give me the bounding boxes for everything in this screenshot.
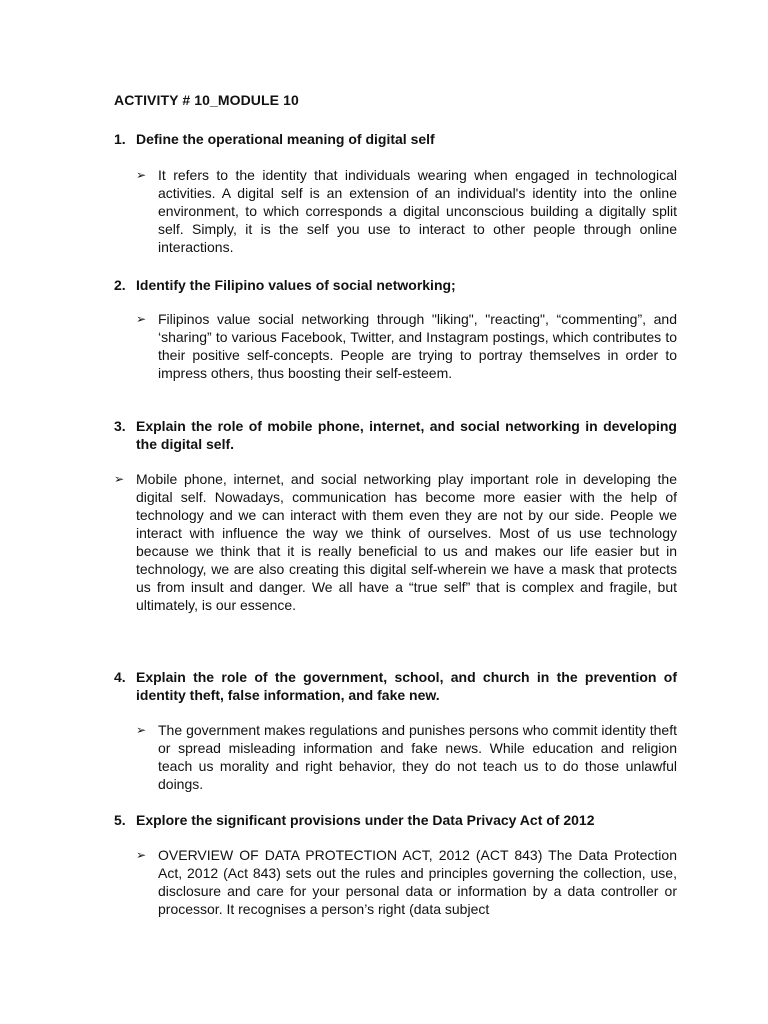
question-1 bbox=[114, 130, 677, 148]
arrow-bullet-icon: ➢ bbox=[136, 723, 147, 737]
answer-1 bbox=[136, 166, 677, 256]
answer-2 bbox=[136, 310, 677, 382]
arrow-bullet-icon: ➢ bbox=[136, 312, 147, 326]
question-3 bbox=[114, 417, 677, 453]
question-number: 1. bbox=[114, 131, 126, 147]
question-text: Define the operational meaning of digital self bbox=[136, 131, 435, 147]
arrow-bullet-icon: ➢ bbox=[136, 168, 147, 182]
question-text: Identify the Filipino values of social networking; bbox=[136, 277, 456, 293]
question-number: 5. bbox=[114, 812, 126, 828]
answer-5 bbox=[136, 846, 677, 918]
answer-text: OVERVIEW OF DATA PROTECTION ACT, 2012 (ACT 843) The Data Protection Act, 2012 (Act 843) sets out the rules and principles governing the collection, use, disclosure and care for your personal data or information by a data controller or processor. It recognises a person’s right (data subject bbox=[158, 847, 677, 917]
arrow-bullet-icon: ➢ bbox=[136, 848, 147, 862]
answer-text: Mobile phone, internet, and social networking play important role in developing the digital self. Nowadays, communication has become more easier with the help of technology and we can interact with them even they are not by our side. People we interact with influence the way we think of ourselves. Most of us use technology because we think that it is really beneficial to us and makes our life easier but in technology, we are also creating this digital self-wherein we have a mask that protects us from insult and danger. We all have a “true self” that is complex and fragile, but ultimately, is our essence. bbox=[136, 471, 677, 613]
question-5 bbox=[114, 811, 677, 829]
answer-text: The government makes regulations and punishes persons who commit identity theft or spread misleading information and fake news. While education and religion teach us morality and right behavior, they do not teach us to do those unlawful doings. bbox=[158, 722, 677, 792]
question-number: 3. bbox=[114, 418, 126, 434]
question-4 bbox=[114, 668, 677, 704]
answer-text: It refers to the identity that individuals wearing when engaged in technological activities. A digital self is an extension of an individual's identity into the online environment, to which corresponds a digital unconscious building a digitally split self. Simply, it is the self you use to interact to other people through online interactions. bbox=[158, 167, 677, 255]
answer-text: Filipinos value social networking through "liking", "reacting", “commenting”, and ‘sharing” to various Facebook, Twitter, and Instagram postings, which contributes to their positive self-concepts. People are trying to portray themselves in order to impress others, thus boosting their self-esteem. bbox=[158, 311, 677, 381]
document-title: ACTIVITY # 10_MODULE 10 bbox=[114, 92, 299, 108]
question-number: 2. bbox=[114, 277, 126, 293]
question-text: Explore the significant provisions under the Data Privacy Act of 2012 bbox=[136, 812, 595, 828]
arrow-bullet-icon: ➢ bbox=[114, 472, 125, 486]
answer-4 bbox=[136, 721, 677, 793]
question-text: Explain the role of mobile phone, internet, and social networking in developing the digital self. bbox=[136, 418, 677, 452]
question-text: Explain the role of the government, school, and church in the prevention of identity theft, false information, and fake new. bbox=[136, 669, 677, 703]
answer-3 bbox=[114, 470, 677, 614]
question-2 bbox=[114, 276, 677, 294]
question-number: 4. bbox=[114, 669, 126, 685]
